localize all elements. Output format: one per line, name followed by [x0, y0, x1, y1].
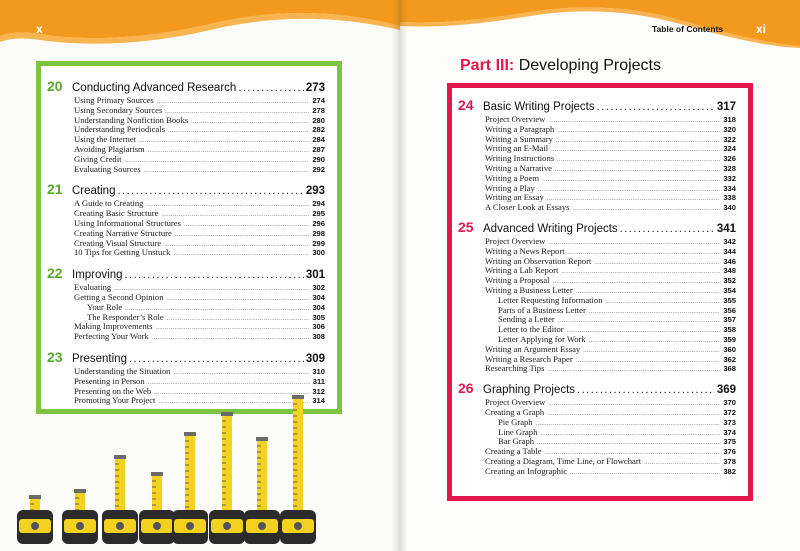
- chapter-heading[interactable]: [458, 380, 736, 397]
- toc-entry[interactable]: [458, 363, 736, 373]
- entry-label: Creating an Infographic: [485, 465, 568, 476]
- dot-leader: [589, 309, 720, 315]
- dot-leader: [175, 232, 309, 238]
- entry-page-number: 370: [723, 398, 736, 408]
- toc-entry[interactable]: [458, 285, 736, 295]
- entry-page-number: 372: [723, 407, 736, 417]
- chapter-26: [452, 380, 748, 475]
- entry-page-number: 326: [723, 154, 736, 164]
- entry-page-number: 324: [723, 144, 736, 154]
- entry-label: Parts of a Business Letter: [498, 304, 586, 315]
- entry-page-number: 274: [312, 96, 325, 105]
- entry-page-number: 308: [312, 332, 325, 342]
- running-head: Table of Contents: [652, 24, 724, 34]
- entry-page-number: 318: [723, 115, 736, 124]
- entry-page-number: 346: [723, 256, 736, 266]
- dot-leader: [561, 269, 720, 275]
- tape-measure-6: [209, 412, 245, 544]
- dot-leader: [556, 138, 720, 144]
- toc-entry[interactable]: [47, 154, 325, 164]
- dot-leader: [577, 384, 715, 396]
- dot-leader: [173, 251, 309, 257]
- entry-label: Project Overview: [485, 114, 546, 124]
- entry-page-number: 282: [312, 125, 325, 135]
- entry-label: Sending a Letter: [498, 314, 555, 325]
- entry-label: Researching Tips: [485, 363, 545, 374]
- toc-entry[interactable]: [458, 256, 736, 266]
- dot-leader: [570, 470, 720, 476]
- entry-label: Promoting Your Project: [74, 395, 156, 406]
- entry-page-number: 359: [723, 334, 736, 344]
- entry-label: Creating Visual Structure: [74, 237, 162, 248]
- entry-label: 10 Tips for Getting Unstuck: [74, 247, 171, 258]
- entry-page-number: 322: [723, 134, 736, 144]
- chapter-25: [452, 219, 748, 373]
- entry-page-number: 290: [312, 154, 325, 164]
- dot-leader: [173, 370, 309, 376]
- dot-leader: [606, 299, 721, 305]
- dot-leader: [157, 99, 310, 105]
- dot-leader: [555, 167, 720, 173]
- chapter-page-number: 273: [305, 82, 325, 94]
- dot-leader: [156, 325, 310, 331]
- dot-leader: [567, 328, 721, 334]
- entry-label: Writing an E-Mail: [485, 143, 549, 154]
- tape-measure-1: [17, 495, 53, 544]
- entry-label: Writing an Observation Report: [485, 255, 592, 266]
- toc-entry[interactable]: [458, 344, 736, 354]
- dot-leader: [583, 348, 720, 354]
- dot-leader: [547, 411, 720, 417]
- toc-entry[interactable]: [47, 321, 325, 331]
- toc-subentry[interactable]: [458, 295, 736, 305]
- toc-entry[interactable]: [458, 183, 736, 193]
- chapter-number: 25: [458, 218, 474, 235]
- dot-leader: [644, 460, 720, 466]
- toc-subentry[interactable]: [458, 417, 736, 427]
- dot-leader: [238, 82, 304, 94]
- entry-label: Project Overview: [485, 397, 546, 408]
- orange-header-wave: [0, 0, 400, 60]
- toc-subentry[interactable]: [458, 334, 736, 344]
- toc-entry[interactable]: [458, 124, 736, 134]
- toc-subentry[interactable]: [458, 427, 736, 437]
- entry-page-number: 302: [312, 283, 325, 293]
- entry-page-number: 328: [723, 163, 736, 173]
- chapter-title: Creating: [72, 185, 116, 198]
- dot-leader: [557, 157, 720, 163]
- entry-page-number: 376: [723, 447, 736, 457]
- toc-entry[interactable]: [47, 292, 325, 302]
- chapter-heading[interactable]: [458, 219, 736, 236]
- entry-label: Using Informational Structures: [74, 217, 181, 228]
- toc-subentry[interactable]: [47, 302, 325, 312]
- toc-entry[interactable]: [47, 95, 325, 105]
- entry-label: Creating Narrative Structure: [74, 227, 172, 238]
- entry-page-number: 296: [312, 218, 325, 228]
- toc-entry[interactable]: [47, 105, 325, 115]
- toc-subentry[interactable]: [458, 305, 736, 315]
- toc-entry[interactable]: [458, 192, 736, 202]
- dot-leader: [558, 318, 721, 324]
- toc-entry[interactable]: [458, 153, 736, 163]
- entry-page-number: 320: [723, 124, 736, 134]
- orange-header-wave-right: [400, 0, 800, 50]
- entry-page-number: 378: [723, 456, 736, 466]
- entry-label: Presenting on the Web: [74, 385, 152, 396]
- tape-measure-4: [139, 472, 175, 544]
- chapter-number: 21: [47, 181, 63, 198]
- entry-page-number: 332: [723, 173, 736, 183]
- dot-leader: [152, 335, 310, 341]
- dot-leader: [573, 206, 721, 212]
- tape-measure-8: [280, 395, 316, 544]
- dot-leader: [164, 242, 309, 248]
- entry-page-number: 287: [312, 144, 325, 154]
- entry-label: Your Role: [87, 301, 123, 312]
- entry-label: Letter Requesting Information: [498, 294, 603, 305]
- toc-entry[interactable]: [458, 134, 736, 144]
- dot-leader: [139, 138, 309, 144]
- toc-entry[interactable]: [47, 164, 325, 174]
- entry-page-number: 362: [723, 354, 736, 364]
- toc-entry[interactable]: [458, 163, 736, 173]
- chapter-page-number: 317: [716, 101, 736, 113]
- entry-page-number: 304: [312, 292, 325, 302]
- dot-leader: [548, 240, 720, 246]
- dot-leader: [144, 168, 310, 174]
- chapter-title: Graphing Projects: [483, 384, 576, 397]
- toc-subentry[interactable]: [458, 324, 736, 334]
- toc-entry[interactable]: [458, 466, 736, 476]
- entry-label: Writing a Narrative: [485, 162, 552, 173]
- entry-page-number: 304: [312, 302, 325, 312]
- entry-label: Letter to the Editor: [498, 324, 564, 335]
- toc-entry[interactable]: [458, 202, 736, 212]
- entry-page-number: 284: [312, 135, 325, 145]
- entry-label: Evaluating: [74, 282, 112, 293]
- dot-leader: [537, 440, 720, 446]
- dot-leader: [620, 223, 715, 235]
- entry-label: Creating a Graph: [485, 406, 545, 417]
- entry-page-number: 300: [312, 248, 325, 258]
- toc-entry[interactable]: [47, 115, 325, 125]
- entry-label: Writing a Summary: [485, 133, 553, 144]
- dot-leader: [589, 338, 721, 344]
- entry-page-number: 340: [723, 203, 736, 213]
- entry-page-number: 360: [723, 344, 736, 354]
- entry-label: Using Primary Sources: [74, 95, 154, 105]
- chapter-number: 26: [458, 380, 474, 397]
- toc-entry[interactable]: [458, 143, 736, 153]
- toc-entry[interactable]: [47, 208, 325, 218]
- toc-entry[interactable]: [47, 238, 325, 248]
- entry-page-number: 356: [723, 305, 736, 315]
- entry-page-number: 280: [312, 115, 325, 125]
- entry-label: Writing a Business Letter: [485, 284, 573, 295]
- entry-label: Making Improvements: [74, 321, 153, 332]
- dot-leader: [548, 401, 720, 407]
- part-label: Part III:: [460, 57, 515, 74]
- tape-measure-5: [172, 432, 208, 544]
- entry-page-number: 292: [312, 164, 325, 174]
- entry-label: Writing a Research Paper: [485, 353, 573, 364]
- entry-page-number: 310: [312, 366, 325, 376]
- chapter-page-number: 369: [716, 384, 736, 397]
- entry-page-number: 382: [723, 466, 736, 476]
- chapter-page-number: 341: [716, 222, 736, 235]
- entry-page-number: 298: [312, 228, 325, 238]
- toc-entry[interactable]: [458, 354, 736, 364]
- chapter-page-number: 301: [305, 269, 325, 282]
- dot-leader: [557, 128, 720, 134]
- entry-label: The Responder’s Role: [87, 311, 164, 322]
- chapter-number: 23: [47, 348, 63, 365]
- toc-entry[interactable]: [458, 397, 736, 407]
- part-name: Developing Projects: [518, 57, 661, 74]
- entry-label: Letter Applying for Work: [498, 333, 586, 344]
- entry-label: Presenting in Person: [74, 375, 145, 386]
- entry-page-number: 312: [312, 386, 325, 396]
- entry-page-number: 375: [723, 437, 736, 447]
- entry-label: Writing a Proposal: [485, 275, 550, 286]
- entry-page-number: 342: [723, 236, 736, 246]
- chapter-title: Advanced Writing Projects: [483, 222, 618, 235]
- chapter-title: Basic Writing Projects: [483, 101, 595, 113]
- dot-leader: [547, 196, 720, 202]
- dot-leader: [548, 118, 720, 124]
- toc-entry[interactable]: [47, 218, 325, 228]
- entry-label: Writing Instructions: [485, 153, 555, 164]
- dot-leader: [536, 421, 721, 427]
- chapter-heading[interactable]: [47, 349, 325, 366]
- entry-label: Writing a Paragraph: [485, 123, 555, 134]
- entry-label: Creating a Table: [485, 446, 542, 457]
- chapter-title: Presenting: [72, 352, 127, 365]
- dot-leader: [191, 119, 309, 125]
- entry-page-number: 306: [312, 322, 325, 332]
- toc-entry[interactable]: [47, 282, 325, 292]
- entry-page-number: 374: [723, 427, 736, 437]
- entry-label: Understanding Nonfiction Books: [74, 114, 189, 125]
- dot-leader: [168, 128, 309, 134]
- chapter-title: Improving: [72, 269, 123, 282]
- entry-page-number: 344: [723, 246, 736, 256]
- tape-measure-7: [244, 437, 280, 544]
- entry-label: Perfecting Your Work: [74, 331, 149, 342]
- entry-label: Line Graph: [498, 426, 538, 437]
- dot-leader: [594, 260, 720, 266]
- entry-label: Writing a Play: [485, 182, 535, 193]
- toc-entry[interactable]: [458, 407, 736, 417]
- toc-entry[interactable]: [458, 236, 736, 246]
- entry-page-number: 358: [723, 325, 736, 335]
- chapter-24: [452, 97, 748, 212]
- chapter-heading[interactable]: [47, 265, 325, 282]
- toc-entry[interactable]: [458, 446, 736, 456]
- dot-leader: [576, 358, 721, 364]
- dot-leader: [542, 177, 720, 183]
- toc-entry[interactable]: [47, 366, 325, 376]
- toc-entry[interactable]: [47, 247, 325, 257]
- page-number-left: x: [36, 22, 43, 36]
- toc-entry[interactable]: [47, 331, 325, 341]
- dot-leader: [161, 212, 309, 218]
- toc-subentry[interactable]: [47, 312, 325, 322]
- entry-page-number: 354: [723, 285, 736, 295]
- entry-page-number: 299: [312, 238, 325, 248]
- toc-entry[interactable]: [47, 134, 325, 144]
- entry-label: Project Overview: [485, 235, 546, 246]
- right-page: [400, 0, 800, 551]
- entry-label: Avoiding Plagiarism: [74, 143, 145, 154]
- chapter-21: [41, 181, 337, 257]
- chapter-number: 20: [47, 78, 63, 94]
- chapter-heading[interactable]: [47, 78, 325, 95]
- entry-page-number: 373: [723, 417, 736, 427]
- entry-label: Bar Graph: [498, 436, 535, 447]
- toc-entry[interactable]: [458, 114, 736, 124]
- entry-label: Using the Internet: [74, 134, 137, 145]
- chapter-heading[interactable]: [458, 97, 736, 114]
- entry-label: Writing a Poem: [485, 172, 540, 183]
- dot-leader: [540, 431, 720, 437]
- toc-subentry[interactable]: [458, 314, 736, 324]
- toc-subentry[interactable]: [458, 436, 736, 446]
- toc-entry[interactable]: [458, 173, 736, 183]
- entry-label: Writing a Lab Report: [485, 265, 559, 276]
- dot-leader: [117, 185, 303, 197]
- toc-entry[interactable]: [458, 246, 736, 256]
- entry-page-number: 355: [723, 295, 736, 305]
- book-gutter: [392, 0, 408, 551]
- toc-entry[interactable]: [458, 456, 736, 466]
- chapter-number: 24: [458, 97, 474, 113]
- entry-label: Creating Basic Structure: [74, 208, 159, 219]
- chapter-20: [41, 78, 337, 173]
- entry-page-number: 311: [312, 376, 325, 386]
- entry-page-number: 294: [312, 199, 325, 209]
- entry-label: Getting a Second Opinion: [74, 291, 164, 302]
- page-number-right: xi: [756, 22, 767, 36]
- entry-page-number: 305: [312, 312, 325, 322]
- entry-page-number: 278: [312, 105, 325, 115]
- dot-leader: [553, 279, 721, 285]
- entry-label: Understanding Periodicals: [74, 124, 165, 135]
- entry-page-number: 368: [723, 364, 736, 374]
- toc-entry[interactable]: [458, 275, 736, 285]
- part-heading: [460, 57, 661, 75]
- tape-measure-2: [62, 489, 98, 544]
- chapter-number: 22: [47, 265, 63, 282]
- dot-leader: [597, 101, 715, 113]
- entry-label: Using Secondary Sources: [74, 104, 163, 115]
- entry-label: Writing an Essay: [485, 192, 544, 203]
- dot-leader: [125, 269, 304, 281]
- chapter-22: [41, 265, 337, 341]
- entry-label: A Guide to Creating: [74, 198, 144, 209]
- toc-entry[interactable]: [47, 228, 325, 238]
- chapter-title: Conducting Advanced Research: [72, 82, 237, 94]
- chapter-heading[interactable]: [47, 181, 325, 198]
- toc-entry[interactable]: [47, 144, 325, 154]
- entry-page-number: 314: [312, 396, 325, 406]
- toc-entry[interactable]: [458, 265, 736, 275]
- dot-leader: [167, 316, 310, 322]
- toc-box-part-ii-chapters: [36, 61, 342, 414]
- toc-entry[interactable]: [47, 124, 325, 134]
- dot-leader: [146, 202, 309, 208]
- entry-label: A Closer Look at Essays: [485, 202, 570, 213]
- dot-leader: [148, 148, 310, 154]
- entry-label: Creating a Diagram, Time Line, or Flowchart: [485, 455, 642, 466]
- entry-page-number: 334: [723, 183, 736, 193]
- dot-leader: [184, 222, 309, 228]
- entry-page-number: 295: [312, 209, 325, 219]
- tape-measure-3: [102, 455, 138, 544]
- chapter-page-number: 309: [305, 352, 325, 365]
- dot-leader: [125, 158, 310, 164]
- entry-label: Giving Credit: [74, 153, 122, 164]
- toc-entry[interactable]: [47, 198, 325, 208]
- entry-label: Understanding the Situation: [74, 365, 171, 376]
- entry-page-number: 348: [723, 266, 736, 276]
- toc-box-part-iii-chapters: [447, 83, 753, 501]
- entry-page-number: 352: [723, 276, 736, 286]
- entry-label: Writing an Argument Essay: [485, 343, 581, 354]
- entry-page-number: 338: [723, 193, 736, 203]
- tape-measures-illustration: [0, 380, 330, 551]
- entry-page-number: 357: [723, 315, 736, 325]
- entry-label: Writing a News Report: [485, 245, 565, 256]
- entry-label: Pie Graph: [498, 416, 533, 427]
- dot-leader: [551, 147, 720, 153]
- dot-leader: [547, 367, 720, 373]
- dot-leader: [167, 296, 310, 302]
- entry-label: Evaluating Sources: [74, 163, 141, 174]
- dot-leader: [129, 353, 304, 365]
- chapter-page-number: 293: [305, 185, 325, 198]
- dot-leader: [538, 187, 721, 193]
